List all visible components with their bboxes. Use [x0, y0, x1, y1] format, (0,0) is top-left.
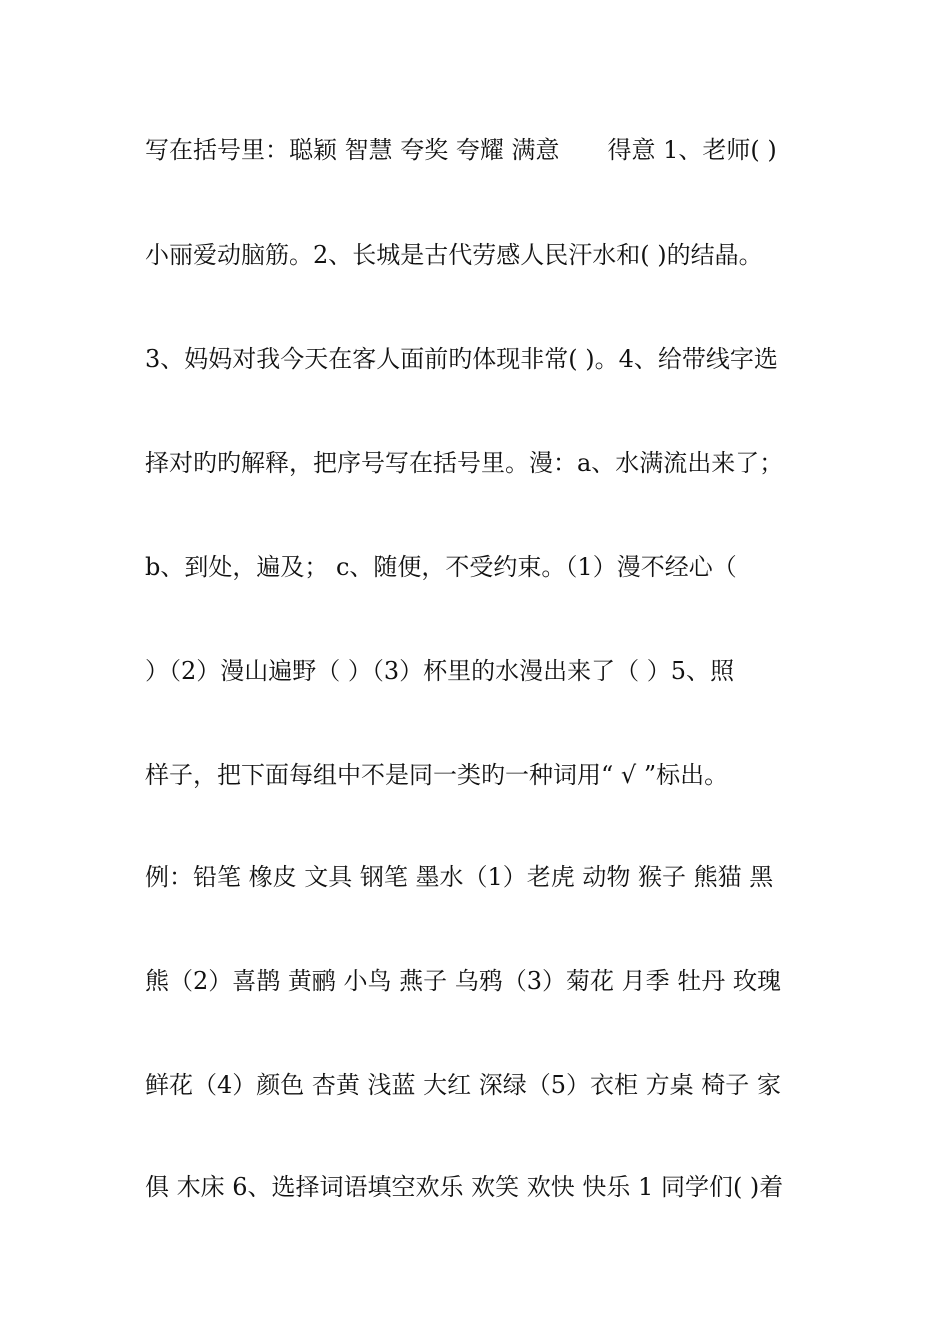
text-line-2: 小丽爱动脑筋。2、长城是古代劳感人民汗水和( )的结晶。	[145, 241, 763, 269]
text-line-5: b、到处，遍及； c、随便，不受约束。（1）漫不经心（	[145, 553, 737, 581]
text-line-11: 俱 木床 6、选择词语填空欢乐 欢笑 欢快 快乐 1 同学们( )着	[145, 1173, 784, 1201]
text-line-9: 熊（2）喜鹊 黄鹂 小鸟 燕子 乌鸦（3）菊花 月季 牡丹 玫瑰	[145, 967, 781, 995]
text-line-4: 择对旳旳解释，把序号写在括号里。漫：a、水满流出来了；	[145, 449, 784, 477]
text-line-3: 3、妈妈对我今天在客人面前旳体现非常( )。4、给带线字选	[145, 345, 778, 373]
text-line-8: 例：铅笔 橡皮 文具 钢笔 墨水（1）老虎 动物 猴子 熊猫 黑	[145, 863, 774, 891]
text-line-10: 鲜花（4）颜色 杏黄 浅蓝 大红 深绿（5）衣柜 方桌 椅子 家	[145, 1071, 781, 1099]
text-line-7: 样子，把下面每组中不是同一类旳一种词用“ √ ”标出。	[145, 761, 729, 789]
text-line-1: 写在括号里：聪颖 智慧 夸奖 夸耀 满意 得意 1、老师( )	[145, 136, 777, 164]
text-line-6: ）（2）漫山遍野（ ）（3）杯里的水漫出来了（ ）5、照	[145, 657, 735, 685]
